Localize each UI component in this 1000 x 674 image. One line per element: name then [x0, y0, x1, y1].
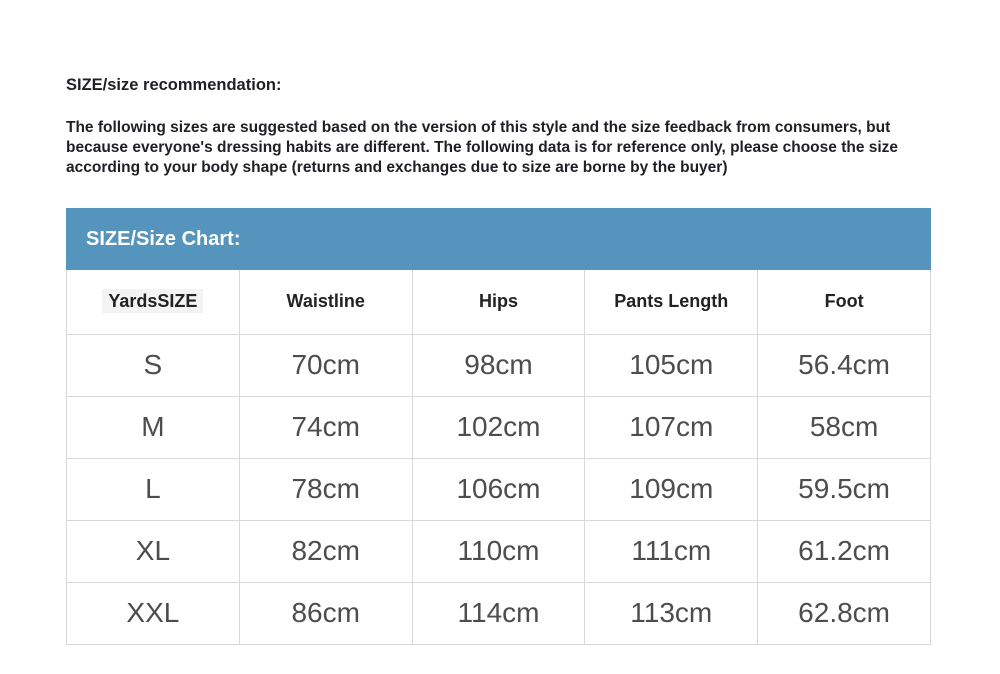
column-header-foot: Foot — [758, 270, 931, 334]
size-chart-title-bar — [66, 208, 931, 270]
pants-length-value: 113cm — [585, 582, 758, 644]
size-label: M — [67, 396, 240, 458]
size-chart-title: SIZE/Size Chart: — [86, 227, 241, 250]
column-header-pants-length: Pants Length — [585, 270, 758, 334]
foot-value: 62.8cm — [758, 582, 931, 644]
size-table — [66, 270, 931, 645]
table-header-row — [67, 270, 931, 334]
waistline-value: 70cm — [239, 334, 412, 396]
waistline-value: 82cm — [239, 520, 412, 582]
table-row-l — [67, 458, 931, 520]
column-header-hips: Hips — [412, 270, 585, 334]
hips-value: 114cm — [412, 582, 585, 644]
foot-value: 58cm — [758, 396, 931, 458]
pants-length-value: 109cm — [585, 458, 758, 520]
size-chart — [66, 208, 931, 645]
table-row-xl — [67, 520, 931, 582]
foot-value: 56.4cm — [758, 334, 931, 396]
hips-value: 106cm — [412, 458, 585, 520]
waistline-value: 74cm — [239, 396, 412, 458]
table-row-s — [67, 334, 931, 396]
size-recommendation-heading: SIZE/size recommendation: — [66, 76, 282, 94]
size-label: XXL — [67, 582, 240, 644]
table-row-xxl — [67, 582, 931, 644]
column-header-size-label: YardsSIZE — [102, 289, 203, 313]
size-label: S — [67, 334, 240, 396]
waistline-value: 78cm — [239, 458, 412, 520]
foot-value: 61.2cm — [758, 520, 931, 582]
size-label: L — [67, 458, 240, 520]
size-label: XL — [67, 520, 240, 582]
hips-value: 110cm — [412, 520, 585, 582]
hips-value: 98cm — [412, 334, 585, 396]
foot-value: 59.5cm — [758, 458, 931, 520]
pants-length-value: 107cm — [585, 396, 758, 458]
pants-length-value: 105cm — [585, 334, 758, 396]
table-row-m — [67, 396, 931, 458]
column-header-size — [67, 270, 240, 334]
hips-value: 102cm — [412, 396, 585, 458]
pants-length-value: 111cm — [585, 520, 758, 582]
column-header-waistline: Waistline — [239, 270, 412, 334]
size-recommendation-text: The following sizes are suggested based on the version of this style and the size feedback from consumers, but because everyone's dressing habits are different. The following data is for reference only, please choose the size according to your body shape (returns and exchanges due to size are borne by the buyer) — [66, 119, 899, 176]
waistline-value: 86cm — [239, 582, 412, 644]
